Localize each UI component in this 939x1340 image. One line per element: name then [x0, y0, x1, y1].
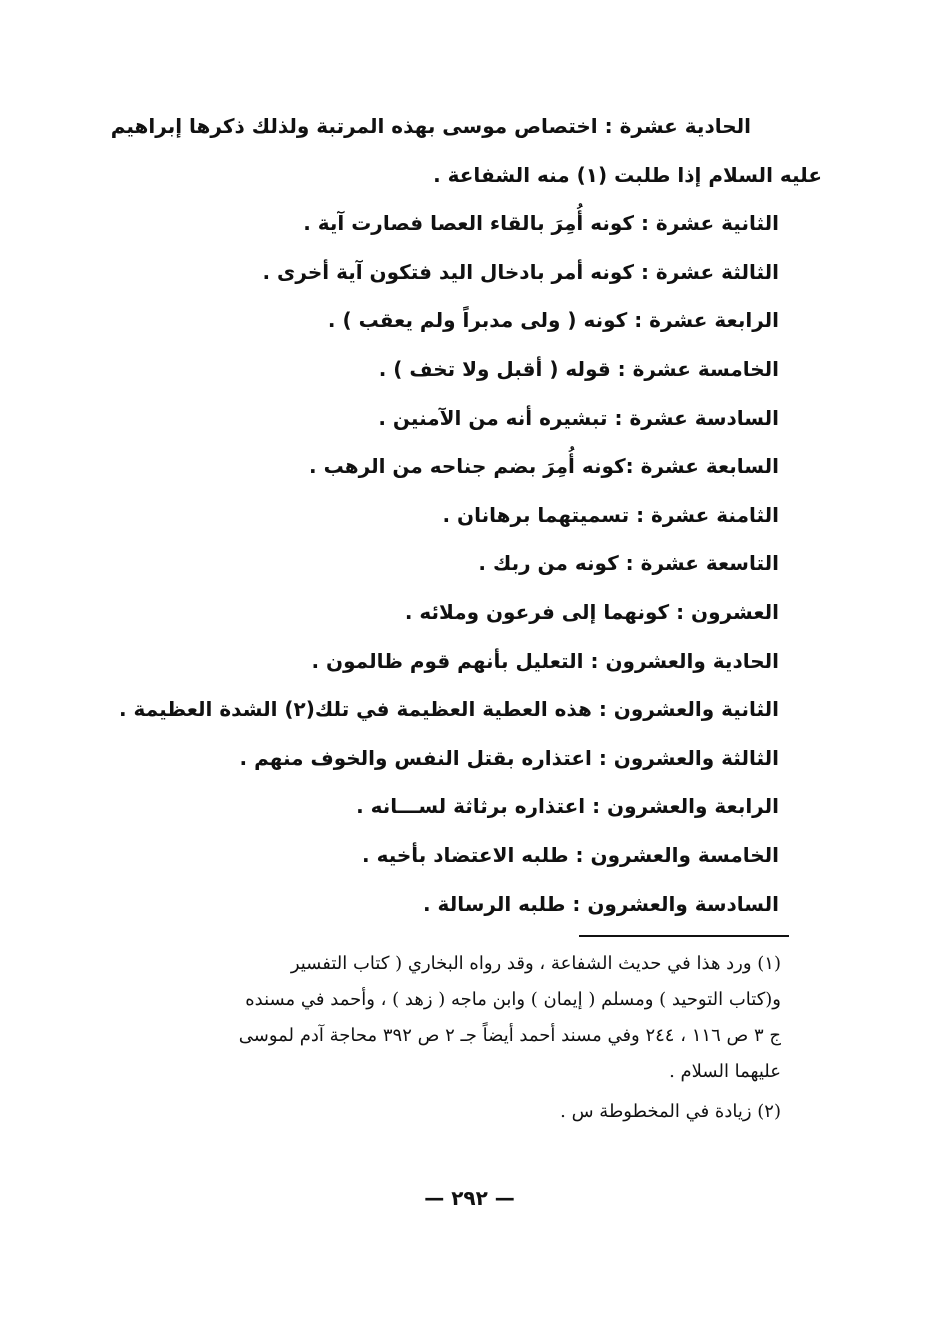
- text-line: الرابعة والعشرون : اعتذاره برثاثة لســـانه .: [356, 794, 779, 819]
- footnote-line: عليهما السلام .: [669, 1061, 781, 1082]
- text-line: الحادية والعشرون : التعليل بأنهم قوم ظالمون .: [311, 648, 779, 673]
- text-line: السادسة والعشرون : طلبه الرسالة .: [423, 891, 779, 916]
- footnotes: [131, 946, 781, 1134]
- text-line: العشرون : كونهما إلى فرعون وملائه .: [404, 599, 779, 624]
- footnote-line: و(كتاب التوحيد ) ومسلم ( إيمان ) وابن ماجه ( زهد ) ، وأحمد في مسنده: [245, 989, 781, 1010]
- text-line: الرابعة عشرة : كونه ( ولى مدبراً ولم يعقب ) .: [327, 308, 779, 333]
- footnote-line: (١) ورد هذا في حديث الشفاعة ، وقد رواه البخاري ( كتاب التفسير: [290, 953, 781, 974]
- page-number: — ٢٩٢ —: [424, 1186, 515, 1210]
- text-line: عليه السلام إذا طلبت (١) منه الشفاعة .: [433, 162, 822, 187]
- text-line: السادسة عشرة : تبشيره أنه من الآمنين .: [378, 405, 779, 430]
- text-line: الثالثة عشرة : كونه أمر بادخال اليد فتكون آية أخرى .: [262, 259, 779, 284]
- text-line: التاسعة عشرة : كونه من ربك .: [478, 551, 779, 576]
- text-line: الخامسة عشرة : قوله ( أقبل ولا تخف ) .: [378, 356, 779, 381]
- footnote-1: [131, 946, 781, 1090]
- text-line: الثامنة عشرة : تسميتهما برهانان .: [442, 502, 779, 527]
- text-line: الثالثة والعشرون : اعتذاره بقتل النفس والخوف منهم .: [239, 745, 779, 770]
- footnote-2: [131, 1094, 781, 1130]
- footnote-line: (٢) زيادة في المخطوطة س .: [560, 1101, 781, 1122]
- text-line: الخامسة والعشرون : طلبه الاعتضاد بأخيه .: [362, 842, 779, 867]
- main-text: [110, 102, 822, 928]
- footnote-divider: [579, 935, 789, 937]
- text-line: الثانية عشرة : كونه أُمِرَ بالقاء العصا فصارت آية .: [303, 211, 779, 236]
- text-line: الثانية والعشرون : هذه العطية العظيمة في تلك(٢) الشدة العظيمة .: [119, 697, 779, 722]
- text-line: السابعة عشرة :كونه أُمِرَ بضم جناحه من الرهب .: [309, 454, 779, 479]
- footnote-line: ج ٣ ص ١١٦ ، ٢٤٤ وفي مسند أحمد أيضاً جـ ٢ ص ٣٩٢ محاجة آدم لموسى: [238, 1025, 781, 1046]
- text-line: الحادية عشرة : اختصاص موسى بهذه المرتبة ولذلك ذكرها إبراهيم: [110, 114, 751, 138]
